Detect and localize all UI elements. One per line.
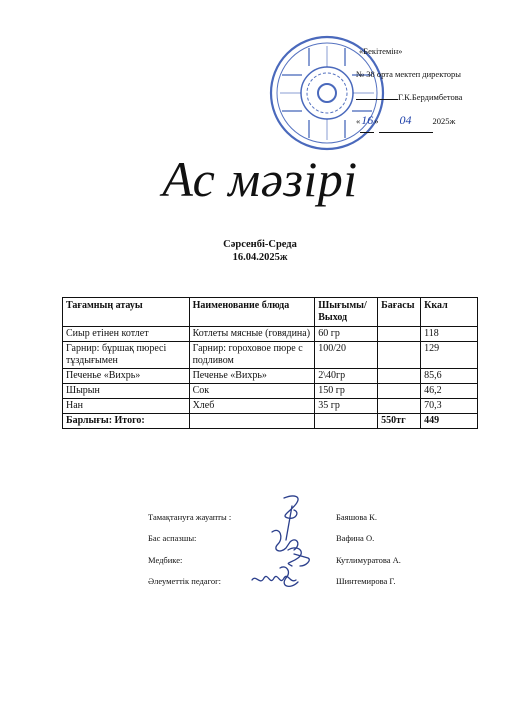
- table-cell: Сиыр етінен котлет: [63, 327, 190, 342]
- day-line: Сәрсенбі-Среда: [223, 239, 297, 250]
- signature-row: [148, 512, 448, 526]
- total-cell: Барлығы: Итого:: [63, 414, 190, 429]
- approval-director: Г.К.Бердимбетова: [398, 92, 463, 102]
- header-cell: Тағамның атауы: [63, 298, 190, 327]
- table-header-row: [63, 298, 478, 327]
- approval-heading: «Бекітемін»: [359, 46, 403, 56]
- table-row: [63, 327, 478, 342]
- signature-name: Вафина О.: [336, 533, 375, 543]
- signature-row: [148, 555, 448, 569]
- table-row: [63, 384, 478, 399]
- table-cell: 118: [421, 327, 478, 342]
- signature-name: Кутлимуратова А.: [336, 555, 401, 565]
- table-cell: 70,3: [421, 399, 478, 414]
- header-cell: Шығымы/ Выход: [315, 298, 378, 327]
- table-cell: Гарнир: гороховое пюре с подливом: [189, 342, 315, 369]
- table-cell: 2\40гр: [315, 369, 378, 384]
- day-heading: [0, 238, 520, 264]
- total-cell: 550тг: [378, 414, 421, 429]
- table-cell: Печенье «Вихрь»: [189, 369, 315, 384]
- table-cell: 60 гр: [315, 327, 378, 342]
- table-cell: Шырын: [63, 384, 190, 399]
- signature-role: Әлеуметтік педагог:: [148, 576, 221, 586]
- table-row: [63, 399, 478, 414]
- table-cell: 85,6: [421, 369, 478, 384]
- signature-role: Медбике:: [148, 555, 183, 565]
- table-cell: [378, 399, 421, 414]
- table-total-row: [63, 414, 478, 429]
- table-cell: 35 гр: [315, 399, 378, 414]
- table-cell: [378, 384, 421, 399]
- table-cell: [378, 327, 421, 342]
- header-cell: Наименование блюда: [189, 298, 315, 327]
- table-cell: 46,2: [421, 384, 478, 399]
- header-cell: Ккал: [421, 298, 478, 327]
- table-cell: [378, 342, 421, 369]
- page-title: Ас мәзірі: [162, 151, 358, 207]
- table-cell: Гарнир: бұршақ пюресі тұздығымен: [63, 342, 190, 369]
- header-cell: Бағасы: [378, 298, 421, 327]
- table-cell: 100/20: [315, 342, 378, 369]
- menu-table: [62, 297, 478, 429]
- approval-date-month: 04: [379, 109, 433, 133]
- table-row: [63, 342, 478, 369]
- table-cell: [378, 369, 421, 384]
- table-cell: Сок: [189, 384, 315, 399]
- approval-date-day: 16: [360, 109, 374, 133]
- approval-director-line: [356, 86, 516, 109]
- approval-date-year: 2025ж: [432, 116, 456, 126]
- signature-role: Тамақтануға жауапты :: [148, 512, 232, 522]
- approval-block: [356, 40, 516, 133]
- table-cell: Хлеб: [189, 399, 315, 414]
- signature-row: [148, 576, 448, 590]
- table-cell: 129: [421, 342, 478, 369]
- total-cell: [315, 414, 378, 429]
- total-cell: 449: [421, 414, 478, 429]
- table-cell: Печенье «Вихрь»: [63, 369, 190, 384]
- approval-date-line: «16» 04 2025ж: [356, 109, 516, 133]
- date-line: 16.04.2025ж: [232, 252, 288, 263]
- total-cell: [189, 414, 315, 429]
- table-cell: Котлеты мясные (говядина): [189, 327, 315, 342]
- table-row: [63, 369, 478, 384]
- table-cell: 150 гр: [315, 384, 378, 399]
- approval-school: № 38 орта мектеп директоры: [356, 69, 462, 79]
- signature-row: [148, 533, 448, 547]
- signature-name: Шинтемирова Г.: [336, 576, 396, 586]
- signature-role: Бас аспазшы:: [148, 533, 197, 543]
- signature-name: Баяшова К.: [336, 512, 377, 522]
- table-cell: Нан: [63, 399, 190, 414]
